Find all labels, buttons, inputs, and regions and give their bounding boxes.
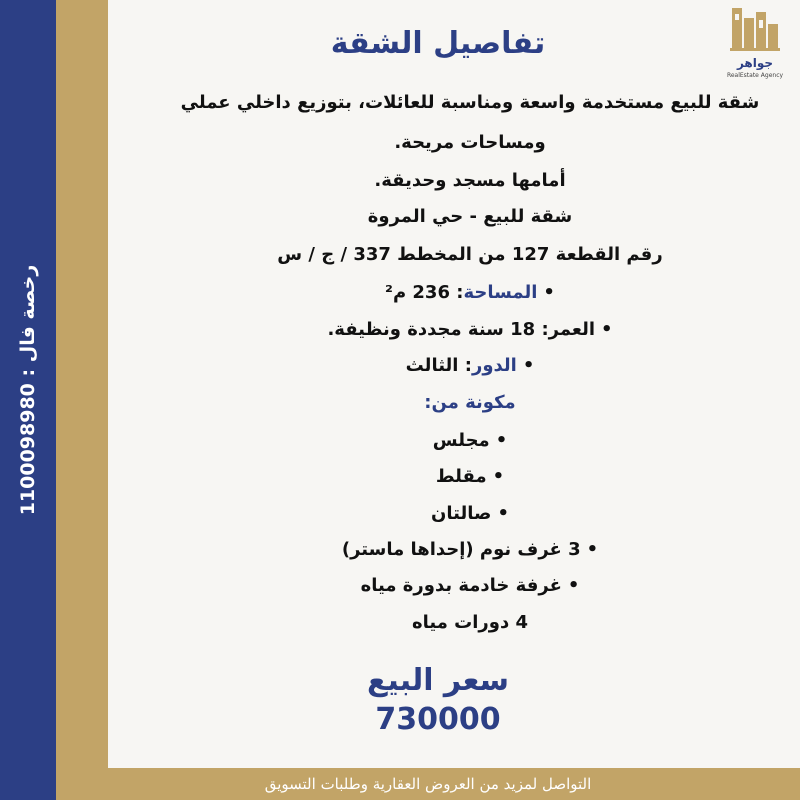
footer-contact-text: التواصل لمزيد من العروض العقارية وطلبات التسويق bbox=[56, 768, 800, 800]
area-value: : 236 م² bbox=[385, 282, 464, 303]
bullet-icon: • bbox=[497, 503, 509, 524]
bullet-icon: • bbox=[495, 430, 508, 451]
floor-label: الدور bbox=[471, 355, 517, 376]
list-item bbox=[150, 503, 790, 524]
floor-value: : الثالث bbox=[405, 355, 472, 376]
list-item bbox=[150, 539, 790, 560]
components-heading: مكونة من: bbox=[424, 392, 516, 413]
list-item-label: مجلس bbox=[432, 430, 490, 451]
list-item-label: مقلط bbox=[435, 466, 487, 487]
bathrooms-line: 4 دورات مياه bbox=[412, 612, 528, 633]
age-spec bbox=[150, 319, 790, 340]
location-line: شقة للبيع - حي المروة bbox=[367, 206, 573, 227]
list-item-label: غرفة خادمة بدورة مياه bbox=[360, 575, 562, 596]
bullet-icon: • bbox=[543, 282, 555, 303]
bullet-icon: • bbox=[601, 319, 613, 340]
price-value: 730000 bbox=[375, 702, 501, 737]
logo-name: جواهر bbox=[736, 56, 774, 70]
fal-license-text: رخصة فال : 1100098980 bbox=[17, 264, 39, 516]
logo bbox=[724, 4, 786, 84]
license-strip bbox=[0, 0, 56, 800]
list-item bbox=[150, 466, 790, 487]
description-line-1: شقة للبيع مستخدمة واسعة ومناسبة للعائلات، بتوزيع داخلي عملي bbox=[180, 92, 760, 113]
listing-panel bbox=[108, 0, 800, 768]
logo-subtitle: RealEstate Agency bbox=[726, 72, 784, 79]
list-item bbox=[150, 575, 790, 596]
age-label: العمر bbox=[548, 319, 596, 340]
price-label: سعر البيع bbox=[366, 663, 510, 698]
list-item-label: صالتان bbox=[431, 503, 492, 524]
bullet-icon: • bbox=[586, 539, 599, 560]
list-item-label: 3 غرف نوم (إحداها ماستر) bbox=[341, 539, 581, 560]
floor-spec bbox=[150, 355, 790, 376]
list-item bbox=[150, 430, 790, 451]
plot-number-line: رقم القطعة 127 من المخطط 337 / ج / س bbox=[277, 244, 663, 265]
age-value: : 18 سنة مجددة ونظيفة. bbox=[327, 319, 549, 340]
ad-permit-strip bbox=[56, 0, 108, 800]
logo-mark-icon bbox=[724, 4, 786, 54]
description-line-2: ومساحات مريحة. bbox=[394, 132, 546, 153]
description-line-3: أمامها مسجد وحديقة. bbox=[374, 170, 566, 191]
bullet-icon: • bbox=[492, 466, 505, 487]
bullet-icon: • bbox=[522, 355, 535, 376]
area-spec bbox=[150, 282, 790, 303]
bullet-icon: • bbox=[567, 575, 580, 596]
page-title: تفاصيل الشقة bbox=[330, 26, 546, 61]
area-label: المساحة bbox=[463, 282, 538, 303]
